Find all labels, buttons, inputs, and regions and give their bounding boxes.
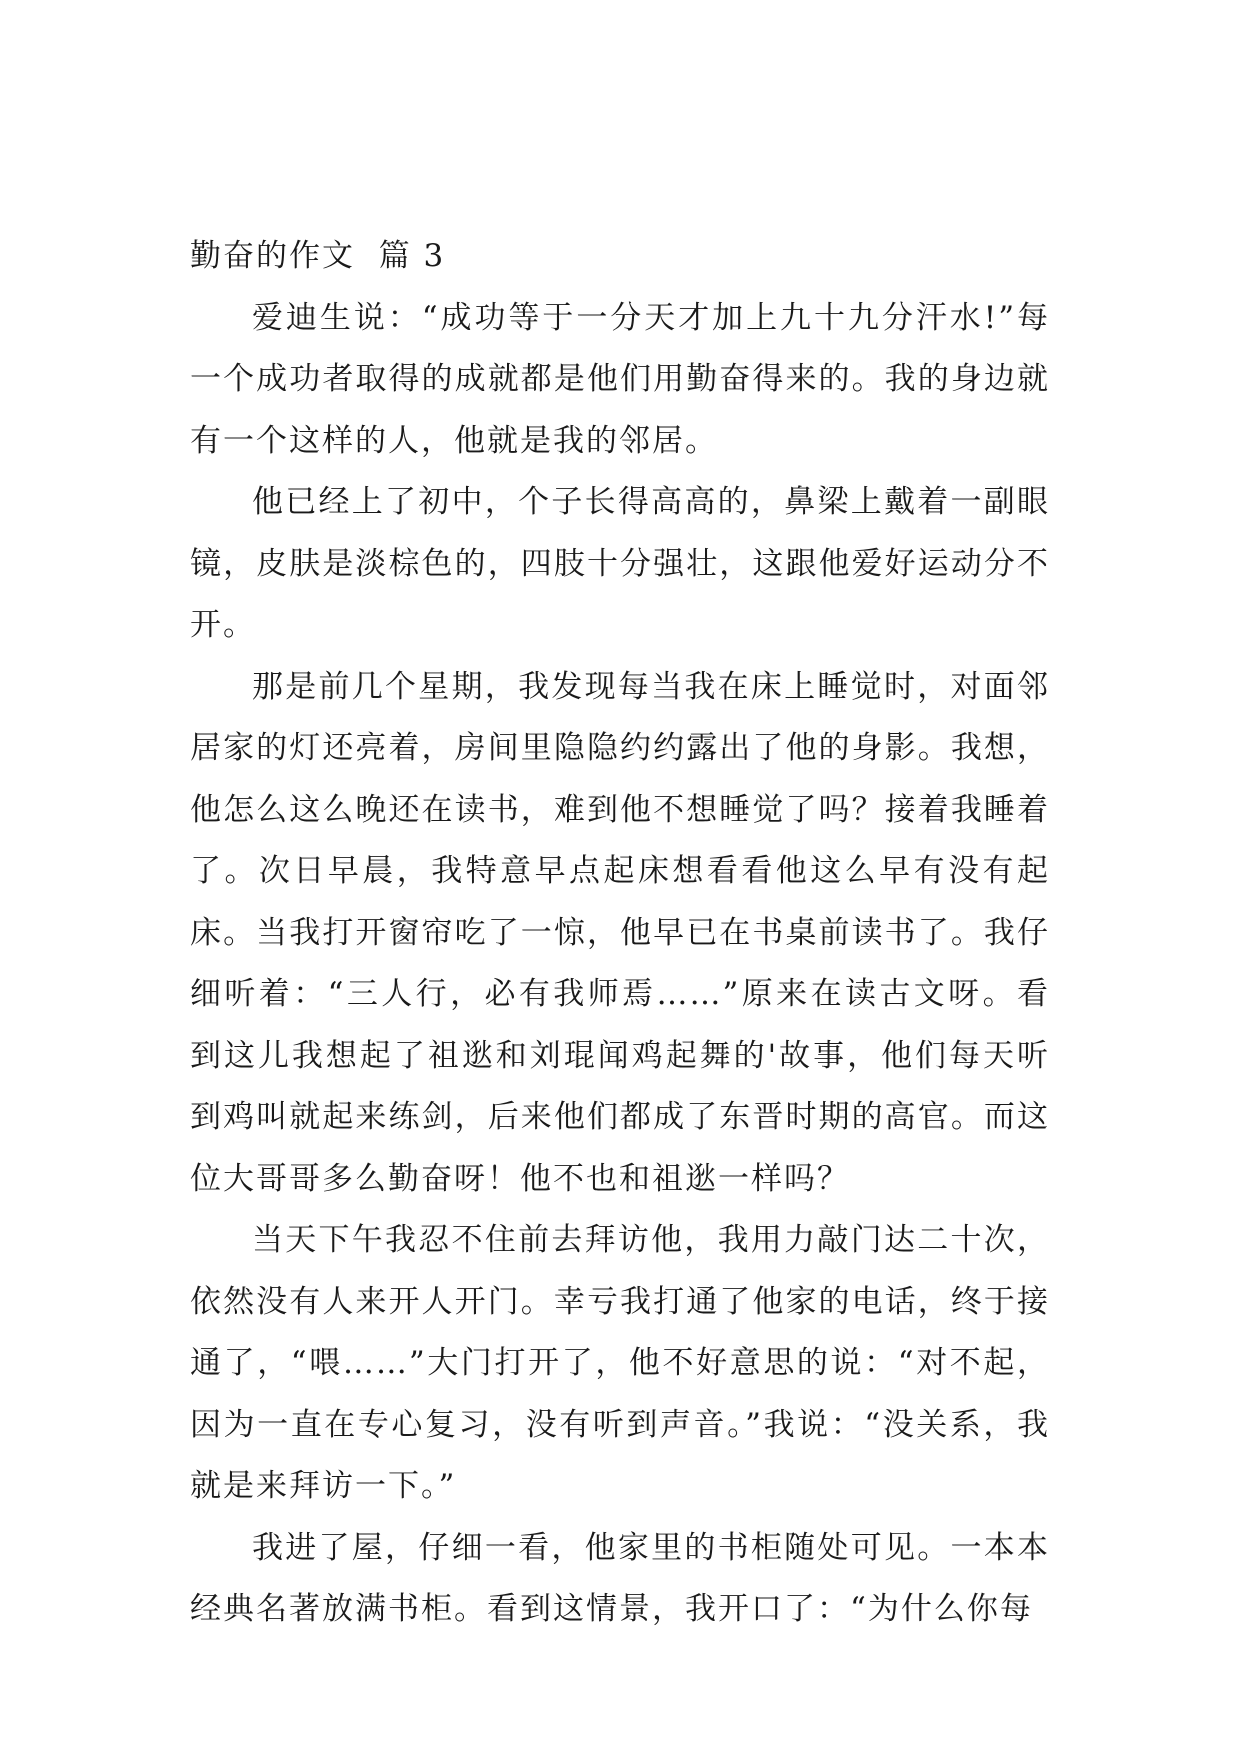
- article-body: [190, 226, 1050, 1641]
- paragraph-5: 我进了屋，仔细一看，他家里的书柜随处可见。一本本经典名著放满书柜。看到这情景，我开口了：“为什么你每: [190, 1529, 1050, 1627]
- article-title: 勤奋的作文 篇 3: [190, 238, 446, 274]
- paragraph-4: 当天下午我忍不住前去拜访他，我用力敲门达二十次，依然没有人来开人开门。幸亏我打通了他家的电话，终于接通了，“喂……”大门打开了，他不好意思的说：“对不起，因为一直在专心复习，没有听到声音。”我说：“没关系，我就是来拜访一下。”: [190, 1222, 1050, 1504]
- paragraph-2: 他已经上了初中，个子长得高高的，鼻梁上戴着一副眼镜，皮肤是淡棕色的，四肢十分强壮，这跟他爱好运动分不开。: [190, 484, 1050, 643]
- paragraph-1: 爱迪生说：“成功等于一分天才加上九十九分汗水!”每一个成功者取得的成就都是他们用勤奋得来的。我的身边就有一个这样的人，他就是我的邻居。: [190, 299, 1050, 459]
- paragraph-3: 那是前几个星期，我发现每当我在床上睡觉时，对面邻居家的灯还亮着，房间里隐隐约约露出了他的身影。我想，他怎么这么晚还在读书，难到他不想睡觉了吗？接着我睡着了。次日早晨，我特意早点起床想看看他这么早有没有起床。当我打开窗帘吃了一惊，他早已在书桌前读书了。我仔细听着：“三人行，必有我师焉……”原来在读古文呀。看到这儿我想起了祖逖和刘琨闻鸡起舞的'故事，他们每天听到鸡叫就起来练剑，后来他们都成了东晋时期的高官。而这位大哥哥多么勤奋呀！他不也和祖逖一样吗？: [190, 668, 1050, 1197]
